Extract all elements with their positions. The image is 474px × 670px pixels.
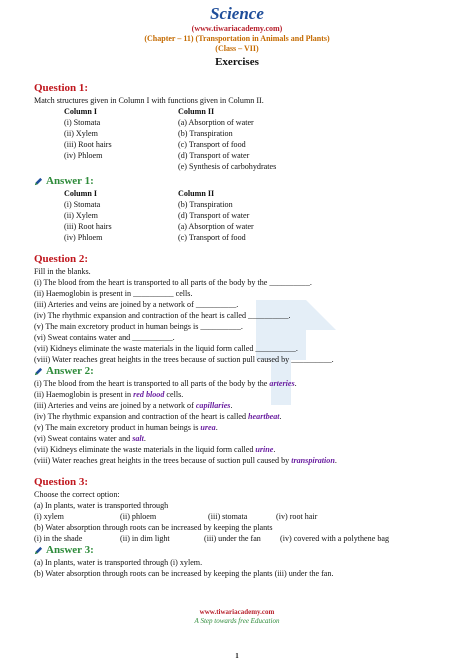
page-footer [0, 608, 474, 626]
question-3-prompt: Choose the correct option: [34, 490, 120, 499]
question-3b-options [34, 533, 444, 544]
option: (i) xylem [34, 512, 64, 521]
answer-line: (vii) Kidneys eliminate the waste materials in the liquid form called urine. [34, 445, 276, 454]
answer-highlight: transpiration [291, 456, 335, 465]
answer-highlight: capillaries [195, 401, 231, 410]
list-item: (vi) Sweat contains water and __________. [34, 333, 175, 342]
question-1-prompt: Match structures given in Column I with functions given in Column II. [34, 96, 264, 105]
column-1-header: Column I [64, 189, 98, 198]
question-2-heading: Question 2: [34, 253, 89, 265]
option: (iv) covered with a polythene bag [280, 534, 390, 543]
answer-2-heading [34, 365, 444, 378]
answer-1-label: Answer 1: [46, 175, 94, 187]
table-cell: (c) Transport of food [178, 140, 246, 149]
answer-line: (v) The main excretory product in human beings is urea. [34, 423, 218, 432]
question-3-heading: Question 3: [34, 476, 89, 488]
table-cell: (d) Transport of water [178, 151, 250, 160]
page-number: 1 [235, 652, 239, 660]
list-item: (viii) Water reaches great heights in the trees because of suction pull caused by __________. [34, 355, 334, 364]
table-cell: (b) Transpiration [178, 129, 233, 138]
answer-1-table [34, 188, 444, 243]
question-2-prompt: Fill in the blanks. [34, 267, 91, 276]
footer-website-link[interactable]: www.tiwariacademy.com [199, 608, 275, 616]
table-cell: (c) Transport of food [178, 233, 246, 242]
list-item: (i) The blood from the heart is transported to all parts of the body by the __________. [34, 278, 312, 287]
class-label: (Class – VII) [215, 44, 259, 53]
answer-2-label: Answer 2: [46, 365, 94, 377]
page-header [0, 4, 474, 69]
answer-highlight: urea [200, 423, 216, 432]
pen-icon [34, 177, 43, 186]
answer-highlight: salt [132, 434, 144, 443]
answer-line: (vi) Sweat contains water and salt. [34, 434, 146, 443]
question-1-table [34, 106, 444, 172]
column-2-header: Column II [178, 189, 215, 198]
list-item: (iii) Arteries and veins are joined by a network of __________. [34, 300, 239, 309]
answer-3-heading [34, 544, 444, 557]
list-item: (vii) Kidneys eliminate the waste materials in the liquid form called __________. [34, 344, 298, 353]
chapter-label: (Chapter – 11) (Transportation in Animals and Plants) [144, 34, 330, 43]
table-cell: (b) Transpiration [178, 200, 233, 209]
answer-line: (viii) Water reaches great heights in the trees because of suction pull caused by transpiration. [34, 456, 337, 465]
option: (iii) under the fan [204, 534, 261, 543]
table-cell: (iii) Root hairs [64, 222, 112, 231]
answer-highlight: urine [255, 445, 274, 454]
table-cell: (e) Synthesis of carbohydrates [178, 162, 277, 171]
table-cell: (ii) Xylem [64, 211, 98, 220]
answer-1-heading [34, 175, 444, 188]
table-cell: (d) Transport of water [178, 211, 250, 220]
list-item: (iv) The rhythmic expansion and contraction of the heart is called __________. [34, 311, 291, 320]
column-1-header: Column I [64, 107, 98, 116]
table-cell: (i) Stomata [64, 200, 101, 209]
table-cell: (iii) Root hairs [64, 140, 112, 149]
option: (iv) root hair [276, 512, 318, 521]
column-2-header: Column II [178, 107, 215, 116]
answer-3-label: Answer 3: [46, 544, 94, 556]
answer-line: (i) The blood from the heart is transported to all parts of the body by the arteries. [34, 379, 297, 388]
list-item: (ii) Haemoglobin is present in __________ cells. [34, 289, 193, 298]
question-3a: (a) In plants, water is transported through [34, 501, 169, 510]
answer-line: (iii) Arteries and veins are joined by a network of capillaries. [34, 401, 233, 410]
answer-line: (a) In plants, water is transported through (i) xylem. [34, 558, 203, 567]
table-cell: (i) Stomata [64, 118, 101, 127]
list-item: (v) The main excretory product in human beings is __________. [34, 322, 243, 331]
question-3b: (b) Water absorption through roots can be increased by keeping the plants [34, 523, 273, 532]
pen-icon [34, 367, 43, 376]
question-3a-options [34, 511, 444, 522]
answer-line: (b) Water absorption through roots can be increased by keeping the plants (iii) under the fan. [34, 569, 334, 578]
option: (ii) in dim light [120, 534, 170, 543]
subject-title: Science [210, 4, 264, 23]
website-link[interactable]: (www.tiwariacademy.com) [191, 24, 283, 33]
answer-line: (iv) The rhythmic expansion and contraction of the heart is called heartbeat. [34, 412, 282, 421]
answer-line: (ii) Haemoglobin is present in red blood cells. [34, 390, 184, 399]
table-cell: (iv) Phloem [64, 233, 103, 242]
worksheet-content [34, 82, 444, 579]
footer-tagline: A Step towards free Education [194, 617, 280, 625]
option: (i) in the shade [34, 534, 83, 543]
pen-icon [34, 546, 43, 555]
section-title: Exercises [215, 56, 259, 68]
table-cell: (iv) Phloem [64, 151, 103, 160]
option: (ii) phloem [120, 512, 157, 521]
answer-highlight: heartbeat [248, 412, 280, 421]
answer-highlight: arteries [269, 379, 295, 388]
table-cell: (ii) Xylem [64, 129, 98, 138]
option: (iii) stomata [208, 512, 248, 521]
answer-highlight: red blood [133, 390, 165, 399]
table-cell: (a) Absorption of water [178, 222, 254, 231]
table-cell [64, 161, 178, 172]
question-1-heading: Question 1: [34, 82, 89, 94]
table-cell: (a) Absorption of water [178, 118, 254, 127]
